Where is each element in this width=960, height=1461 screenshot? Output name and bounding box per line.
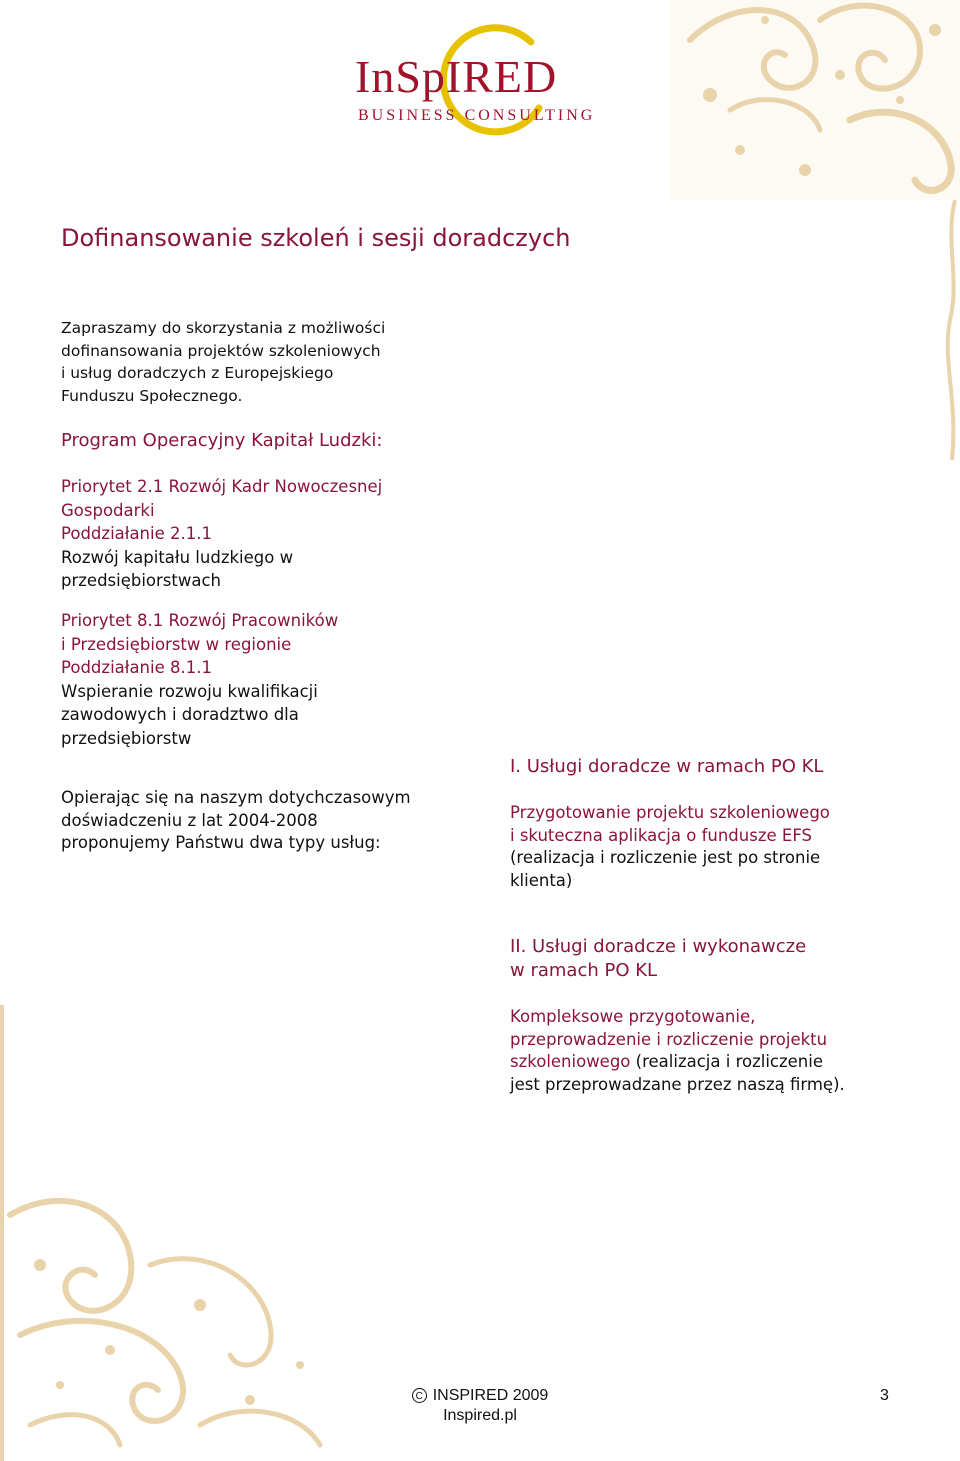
copyright-icon: C	[412, 1388, 427, 1403]
priority-block-8-1	[61, 609, 338, 750]
priority-subaction: Poddziałanie 8.1.1	[61, 658, 212, 677]
page-title: Dofinansowanie szkoleń i sesji doradczych	[61, 224, 571, 252]
offer-paragraph: Opierając się na naszym dotychczasowym doświadczeniu z lat 2004-2008 proponujemy Państwu dwa typy usług:	[61, 788, 411, 852]
floral-ornament-bottom-icon	[0, 1005, 340, 1461]
service-1-detail: (realizacja i rozliczenie jest po stronie klienta)	[510, 848, 821, 890]
priority-name: Priorytet 8.1 Rozwój Pracowników i Przedsiębiorstw w regionie	[61, 611, 339, 654]
service-1-highlight: Przygotowanie projektu szkoleniowego i skuteczna aplikacja o fundusze EFS	[510, 803, 830, 845]
service-2-heading: II. Usługi doradcze i wykonawcze w ramach PO KL	[510, 936, 807, 981]
company-logo	[355, 24, 605, 144]
priority-description: Rozwój kapitału ludzkiego w przedsiębiorstwach	[61, 547, 294, 590]
footer-website: Inspired.pl	[443, 1407, 517, 1424]
service-2-description	[510, 1006, 930, 1096]
service-2-highlight: Kompleksowe przygotowanie, przeprowadzenie i rozliczenie projektu szkoleniowego	[510, 1007, 828, 1071]
footer-copyright-text: INSPIRED 2009	[432, 1387, 549, 1404]
intro-paragraph: Zapraszamy do skorzystania z możliwości dofinansowania projektów szkoleniowych i usług doradczych z Europejskiego Funduszu Społecznego.	[61, 319, 386, 405]
logo-wordmark: InSpIRED	[355, 51, 558, 102]
priority-block-2-1	[61, 475, 382, 593]
footer	[400, 1386, 560, 1426]
logo-tagline: BUSINESS CONSULTING	[358, 107, 596, 124]
priority-description: Wspieranie rozwoju kwalifikacji zawodowych i doradztwo dla przedsiębiorstw	[61, 681, 318, 748]
service-2-detail: (realizacja i rozliczenie jest przeprowadzane przez naszą firmę).	[510, 1052, 845, 1094]
service-1-description	[510, 802, 910, 892]
floral-ornament-top-icon	[670, 0, 960, 200]
floral-ornament-right-edge-icon	[940, 200, 960, 460]
priority-subaction: Poddziałanie 2.1.1	[61, 524, 212, 543]
footer-copyright	[400, 1386, 560, 1406]
service-1-heading: I. Usługi doradcze w ramach PO KL	[510, 756, 824, 777]
page-number: 3	[880, 1387, 889, 1404]
program-heading: Program Operacyjny Kapitał Ludzki:	[61, 430, 383, 451]
priority-name: Priorytet 2.1 Rozwój Kadr Nowoczesnej Gospodarki	[61, 477, 383, 520]
